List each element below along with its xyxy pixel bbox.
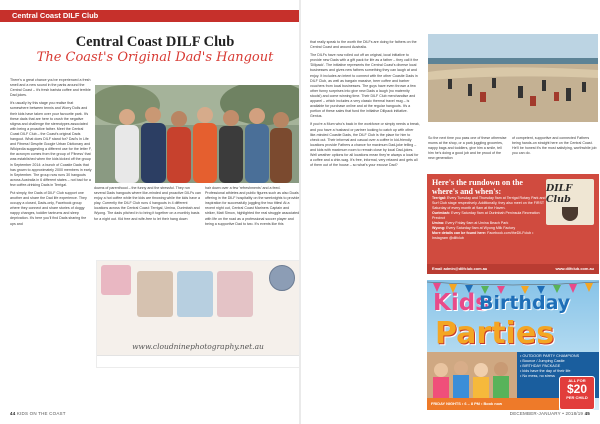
article-title: Central Coast DILF Club: [75, 34, 235, 50]
email-link[interactable]: Email admin@dilfclub.com.au: [432, 266, 488, 271]
right-page: [300, 0, 600, 424]
ad-kids-text: Kids: [433, 290, 489, 316]
rundown-line-label: Ourimbah:: [432, 211, 451, 215]
paragraph: that really speak to the worth the DILFs are doing for fathers on the Central Coast and around Australia.: [310, 40, 417, 50]
beach-photo-image: [428, 34, 598, 122]
beach-photo: [428, 34, 598, 122]
group-photo: [95, 85, 300, 183]
rundown-line-text: Every Friday 9am at Umina Beach Park: [445, 221, 509, 225]
ad-photo: [177, 271, 213, 317]
article-column-2: downs of parenthood – the funny and the stressful. They run several Dads hangouts where like-minded and proactive DILFs can enjoy a hot coffee while the kids are throwing while the kids have a play. Currently the DILF Club runs 4 hangouts in 4 different locations across the Central Coast: Terrigal, Umina, Ourimbah and Wyong. The dads pitched in to bring it together on a monthly basis for a night out. Kid free and wife-free to let their hang down: [94, 186, 201, 221]
ad-logo-badge: [101, 265, 131, 295]
rundown-line-text: Facebook.com/theDILFclub • Instagram @dilfclub: [432, 231, 534, 240]
ad-parties-text: Parties: [435, 316, 555, 351]
paragraph: The DILFs have now rolled out off an original, local initiative to provide new Dads with a gift pack for life as a father – they call it the 'Dillpack'. The initiative represents the Central Coast's diverse local businesses and gives new fathers something they can laugh at and enjoy. It includes an intent to connect with the other Coastie Dads in DILF Club, as well as bargain massive, beer coffee and barber vouchers from local businesses. The guys have even thrown a few other funny surprises into give new Dads a laugh (no maternity stools!) and come winning time. Their DILF Club merchandise and apparel – which includes a very classic thermal travel mug – is available for purchase online and at the regular hangouts. It's a portion of these sales that fund the initiative Dillpack initiative. Genius.: [310, 53, 419, 119]
rundown-heading: Here's the rundown on the where's and when's:: [432, 178, 523, 196]
page-number: 45: [584, 411, 590, 416]
price-badge: [559, 376, 595, 410]
paragraph: Put simply, the Dads of DILF Club support one another and share the Dad life experience. They occupy a closed, Dads-only, Facebook group where they connect and share stories of doggy nappy changes, toddler tantrums and sleep deprivation. It's here you'll find Dads sharing the ups and: [10, 190, 87, 226]
paragraph: It's usually by this stage you realise that somewhere between tennis and Worry Dolls and their kids have taken over your favourite park. It's these dads that are here to crush the negative stigma and challenge the stereotypes associated with being a proactive father. Meet the Central Coast DILF Club – the Coast's original Dads hangout. What does DILF stand for? Dad's In Life and Fitness! Despite Google Urban Dictionary and Wikipedia suggesting a different use for the letter F, the acronym comes from the group of 'Fitness' that was established when the kids kicked off the group in September 2014: a bunch of Coastie Dads that has grown to approximately 2000 members in early in September. The group now runs 30 hangouts across Australia in 6 different states – not bad for a few coffee-drinking Dads in Terrigal.: [10, 101, 92, 187]
dilf-club-logo: [546, 179, 594, 225]
paragraph: If you're a Mum who's back in the workforce or simply needs a break, and you have a husband or partner looking to catch up with other like-minded Coastie Dads, the DILF Club is the place for him to check out. Their informal and casual over a coffee in kid-friendly locations provide Fathers a chance for maximum Dad-joke telling – and kids with maximum room to remain close by local Dad-jokes. Well weather options for all locations mean they're always a local for a coffee and a chin-wag. It's free, informal, very relaxed and gets all of them out of the house – so what's your excuse Dad?: [310, 122, 420, 168]
rundown-line-label: More details can be found here:: [432, 231, 487, 235]
rundown-line-label: Wyong:: [432, 226, 446, 230]
price-amount: $20: [566, 382, 588, 396]
photography-ad: [96, 260, 300, 368]
article-column-6: of competent, supportive and connected Fathers being hands-on straight here on the Central Coast. He'll be honest it's the most satisfying, worthwhile job you can do.: [512, 136, 597, 156]
section-label: Central Coast DILF Club: [0, 10, 300, 22]
rundown-line-text: Every Tuesday and Thursday 9am at Terrigal Rotary Park and Surf Club stage respectively. Additionally, they also meet on the FIRST Saturday of every month at 9am at the Haven.: [432, 196, 546, 210]
paragraph: There's a great chance you've experienced a fresh smell and a new sound in the parks around the Central Coast – it's fresh barista coffee and terrible Dad jokes.: [10, 78, 91, 98]
ad-birthday-text: Birthday: [479, 292, 571, 314]
logo-text: DILF Club: [546, 183, 573, 205]
ad-friday-bar: FRIDAY NIGHTS • 6 – 8 PM • Book now: [427, 398, 559, 410]
ad-info-line: • kids have the day of their life: [520, 369, 571, 373]
rundown-line: [432, 231, 550, 241]
article-subtitle: The Coast's Original Dad's Hangout: [36, 50, 274, 65]
rundown-line-text: Every Saturday 9am at Ourimbah Peninsula Recreation Precinct: [432, 211, 540, 220]
contact-bar: [427, 264, 599, 274]
rundown-line-label: Terrigal:: [432, 196, 447, 200]
rundown-line: [432, 211, 550, 221]
footer-left: [10, 411, 66, 416]
article-column-3: hair down over a few 'refreshments' and a feed. Professional athletes and public figures such as also Duals offering in the DILF hospitality on the weeknights to provide inspiration for successfully juggling the two titles! At a recent night out, Central Coast Mariners Captain and striker, Matt Simon, highlighted the real struggle associated with life on the road as a professional soccer player and being a supportive Dad to two. It's events like this: [205, 186, 300, 226]
beard-icon: [562, 207, 578, 221]
ad-info-line: • No mess, no stress: [520, 374, 555, 378]
ad-photo: [137, 271, 173, 317]
ad-info-line: • BIRTHDAY PACKAGE: [520, 364, 561, 368]
birthday-parties-ad: [427, 280, 599, 410]
rundown-line-text: Every Saturday 9am at Wyong Milk Factory: [446, 226, 516, 230]
price-prefix: ALL FOR: [568, 378, 586, 383]
article-column-5: So the next time you pass one of these otherwise mums at the shop, or a park juggling groceries, nappy bags and toddlers, give him a smile, tell him he's doing a good job and be proud of the new generation: [428, 136, 507, 161]
footer-publication: KIDS ON THE COAST: [16, 411, 66, 416]
rundown-line: [432, 196, 550, 211]
ad-bottom-strip: [97, 355, 299, 367]
website-link[interactable]: www.dilfclub.com.au: [555, 266, 594, 271]
page-number: 44: [10, 411, 16, 416]
footer-issue: DECEMBER-JANUARY • 2018/19: [509, 411, 584, 416]
award-badge-icon: [269, 265, 295, 291]
ad-photo: [217, 271, 253, 317]
kids-photo-image: [427, 352, 517, 398]
article-column-4: [310, 40, 420, 171]
ad-info-line: • Bounce / Jumping Castle: [520, 359, 565, 363]
rundown-box: [427, 174, 599, 274]
rundown-line-label: Umina:: [432, 221, 445, 225]
ad-url: www.cloudninephotography.net.au: [132, 342, 264, 351]
ad-info-line: • OUTDOOR PARTY CHAMPIONS: [520, 354, 580, 358]
article-column-1: [10, 78, 92, 230]
price-suffix: PER CHILD: [566, 395, 588, 400]
ad-kids-photo: [427, 352, 517, 398]
group-photo-image: [95, 85, 300, 183]
footer-right: [510, 411, 590, 416]
